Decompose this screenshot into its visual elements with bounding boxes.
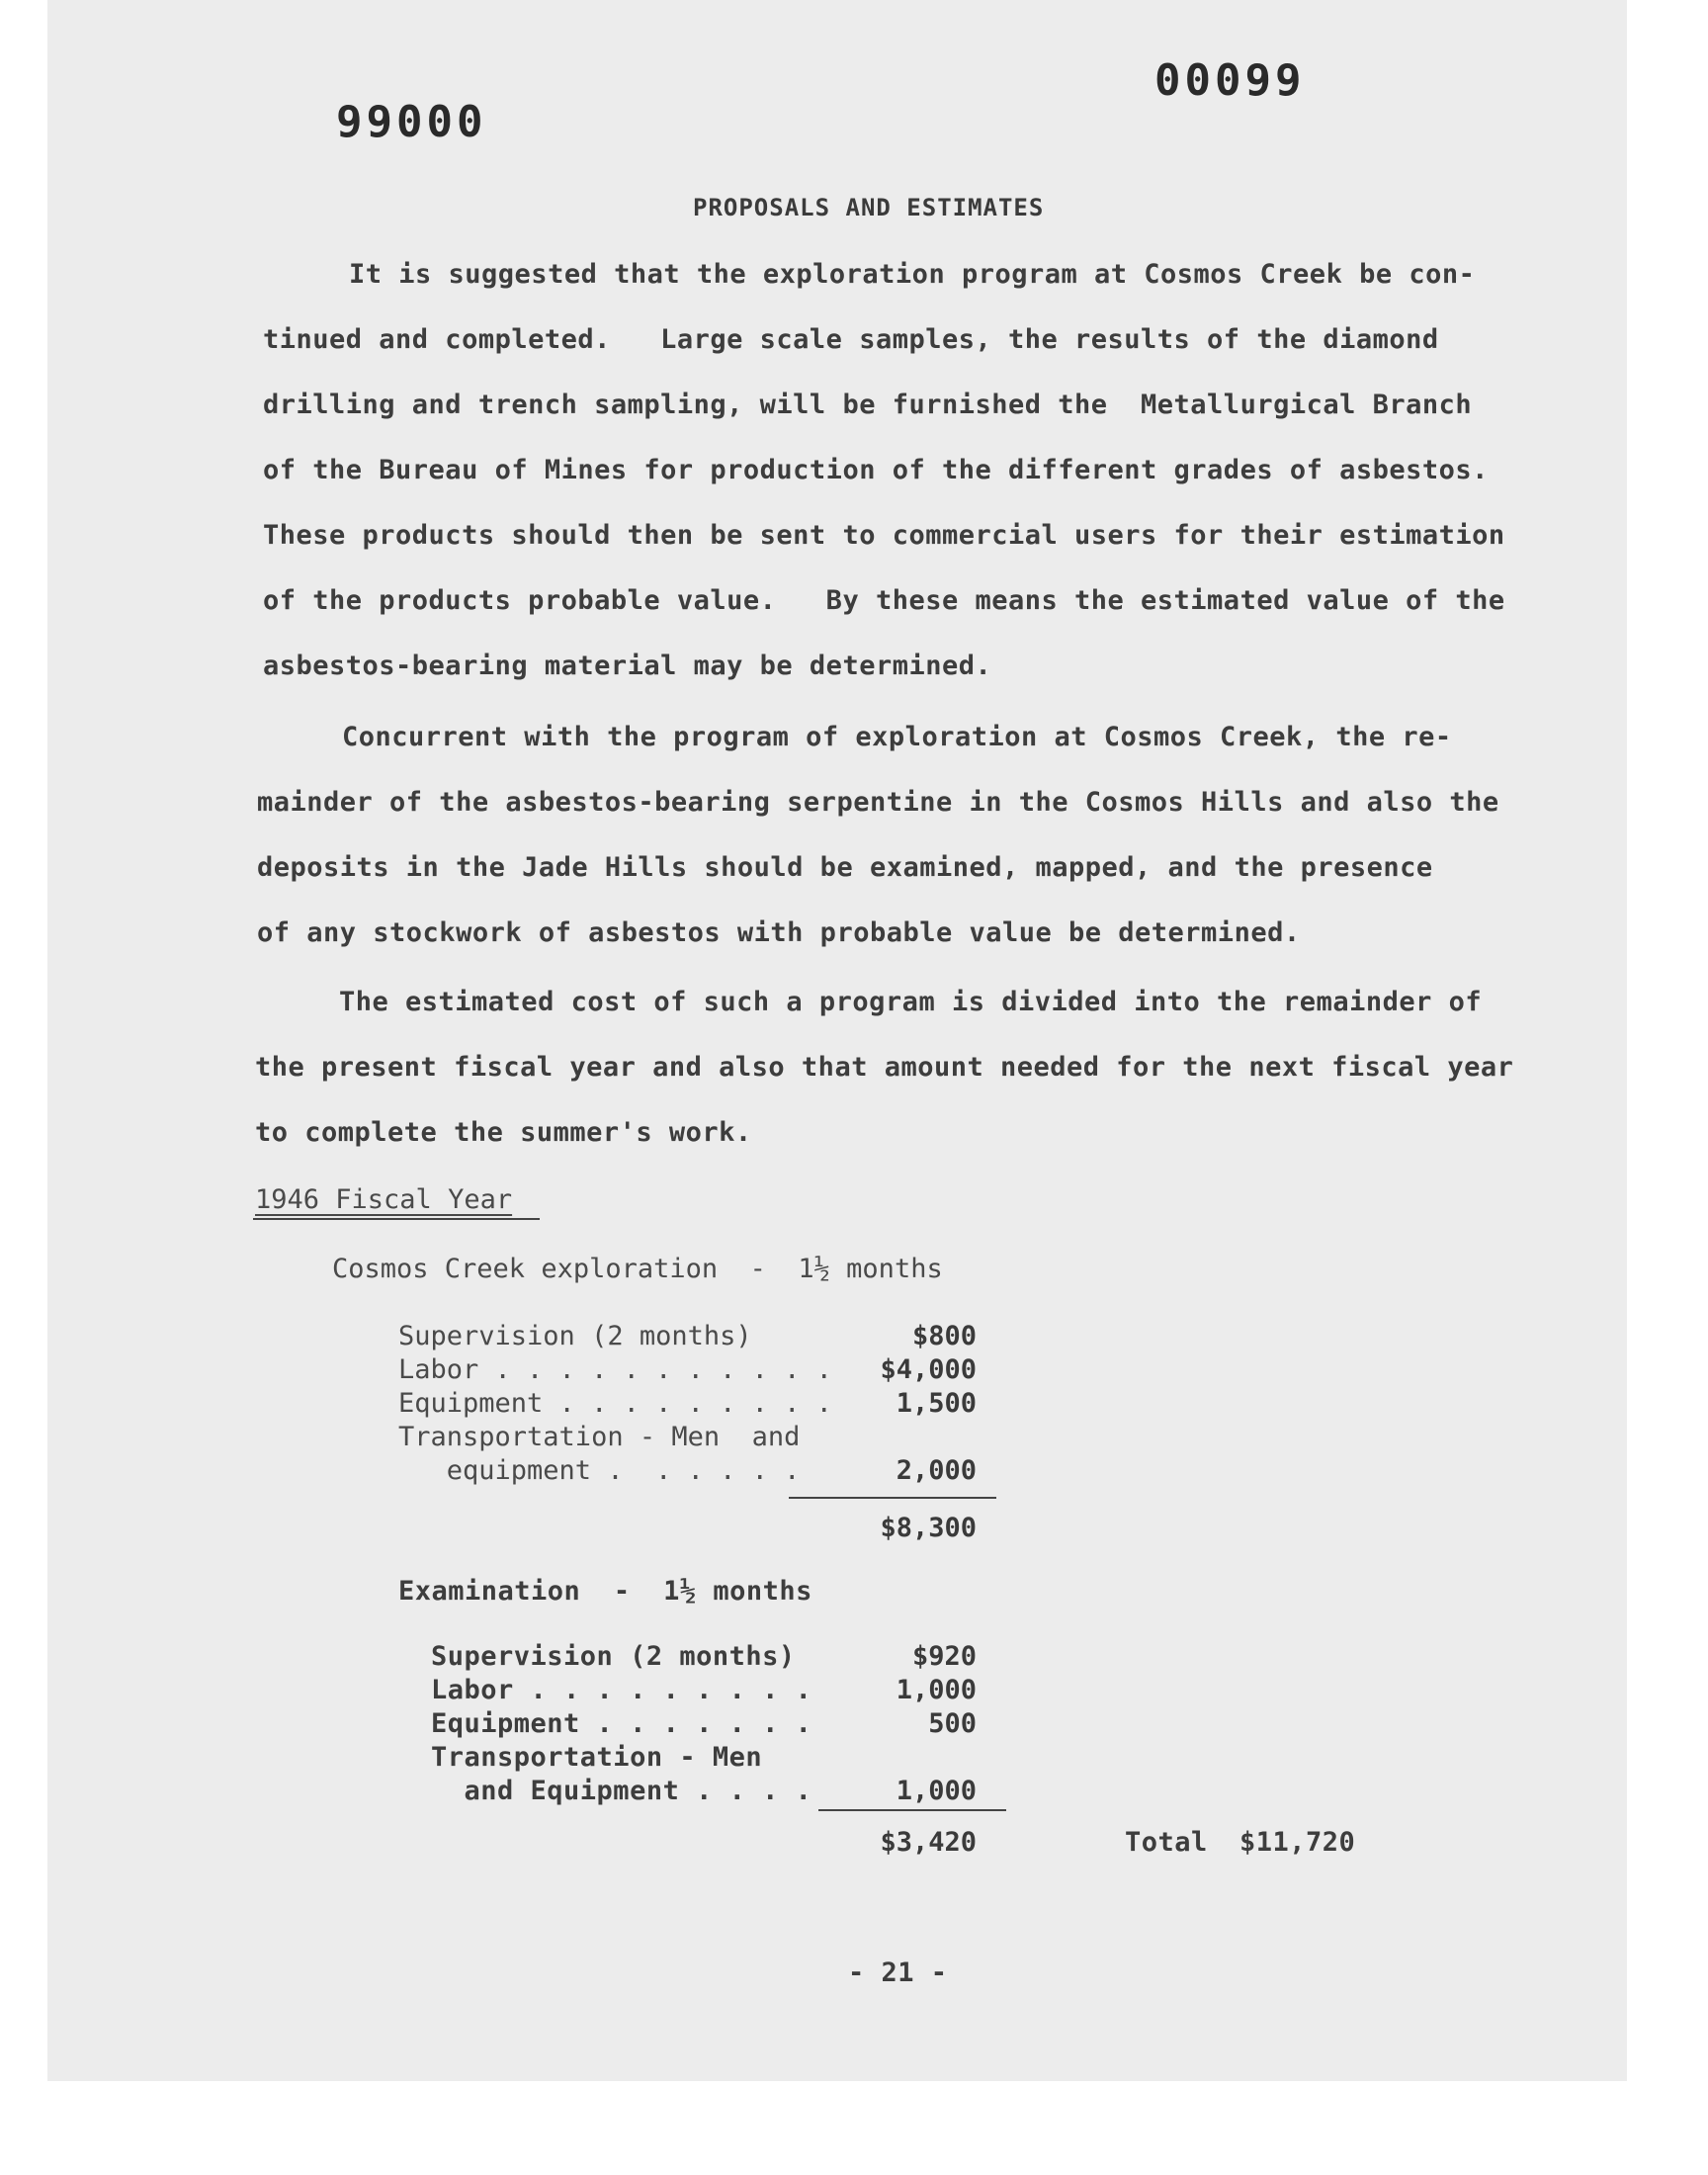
cosmos-subtotal: $8,300: [880, 1513, 977, 1543]
heading-underline: [253, 1218, 540, 1220]
subtotal-rule: [818, 1809, 1006, 1811]
total-value: $11,720: [1239, 1827, 1356, 1858]
cost-label: Supervision (2 months): [431, 1641, 796, 1672]
paragraph-2-line: of any stockwork of asbestos with probable value be determined.: [257, 917, 1301, 948]
paragraph-1-line: These products should then be sent to commercial users for their estimation: [263, 520, 1505, 551]
document-page: [47, 0, 1627, 2081]
paragraph-3-line: to complete the summer's work.: [255, 1117, 752, 1148]
paragraph-2-line: mainder of the asbestos-bearing serpentine in the Cosmos Hills and also the: [257, 787, 1499, 818]
fiscal-year-heading: 1946 Fiscal Year: [255, 1184, 513, 1215]
cost-value: $920: [911, 1641, 977, 1672]
subtotal-rule: [789, 1497, 996, 1499]
cost-label: Labor . . . . . . . . . . .: [398, 1354, 832, 1385]
paragraph-1-line: of the Bureau of Mines for production of the different grades of asbestos.: [263, 455, 1489, 485]
cost-label: Labor . . . . . . . . .: [431, 1675, 812, 1705]
page-number: - 21 -: [848, 1958, 948, 1988]
stamp-right: 00099: [1154, 55, 1306, 106]
examination-subtotal: $3,420: [880, 1827, 977, 1858]
cost-label: Transportation - Men and: [398, 1422, 801, 1452]
cost-value: 1,000: [896, 1776, 977, 1806]
paragraph-1-line: asbestos-bearing material may be determined.: [263, 651, 992, 681]
paragraph-2-line: Concurrent with the program of exploration at Cosmos Creek, the re-: [342, 722, 1452, 752]
paragraph-1-line: It is suggested that the exploration program at Cosmos Creek be con-: [349, 259, 1476, 290]
paragraph-1-line: tinued and completed. Large scale samples, the results of the diamond: [263, 324, 1439, 355]
examination-heading: Examination - 1½ months: [398, 1576, 812, 1607]
paragraph-1-line: of the products probable value. By these means the estimated value of the: [263, 585, 1505, 616]
paragraph-2-line: deposits in the Jade Hills should be examined, mapped, and the presence: [257, 852, 1433, 883]
total-label: Total: [1125, 1827, 1208, 1858]
paragraph-3-line: the present fiscal year and also that amount needed for the next fiscal year: [255, 1052, 1514, 1083]
paragraph-3-line: The estimated cost of such a program is divided into the remainder of: [339, 987, 1483, 1017]
cost-label: equipment . . . . . .: [398, 1455, 801, 1486]
cost-label: Equipment . . . . . . . . .: [398, 1388, 832, 1419]
cost-value: 2,000: [896, 1455, 977, 1486]
cost-label: Supervision (2 months): [398, 1321, 752, 1351]
cost-value: 1,000: [896, 1675, 977, 1705]
cost-value: $800: [911, 1321, 977, 1351]
cost-label: Equipment . . . . . . .: [431, 1708, 812, 1739]
stamp-left: 99000: [336, 97, 487, 147]
cost-label: and Equipment . . . .: [431, 1776, 812, 1806]
cost-value: 500: [928, 1708, 977, 1739]
paragraph-1-line: drilling and trench sampling, will be furnished the Metallurgical Branch: [263, 390, 1473, 420]
page-title: PROPOSALS AND ESTIMATES: [693, 194, 1045, 221]
cost-value: 1,500: [896, 1388, 977, 1419]
cost-value: $4,000: [880, 1354, 977, 1385]
cost-label: Transportation - Men: [431, 1742, 763, 1773]
cosmos-heading: Cosmos Creek exploration - 1½ months: [332, 1254, 943, 1284]
